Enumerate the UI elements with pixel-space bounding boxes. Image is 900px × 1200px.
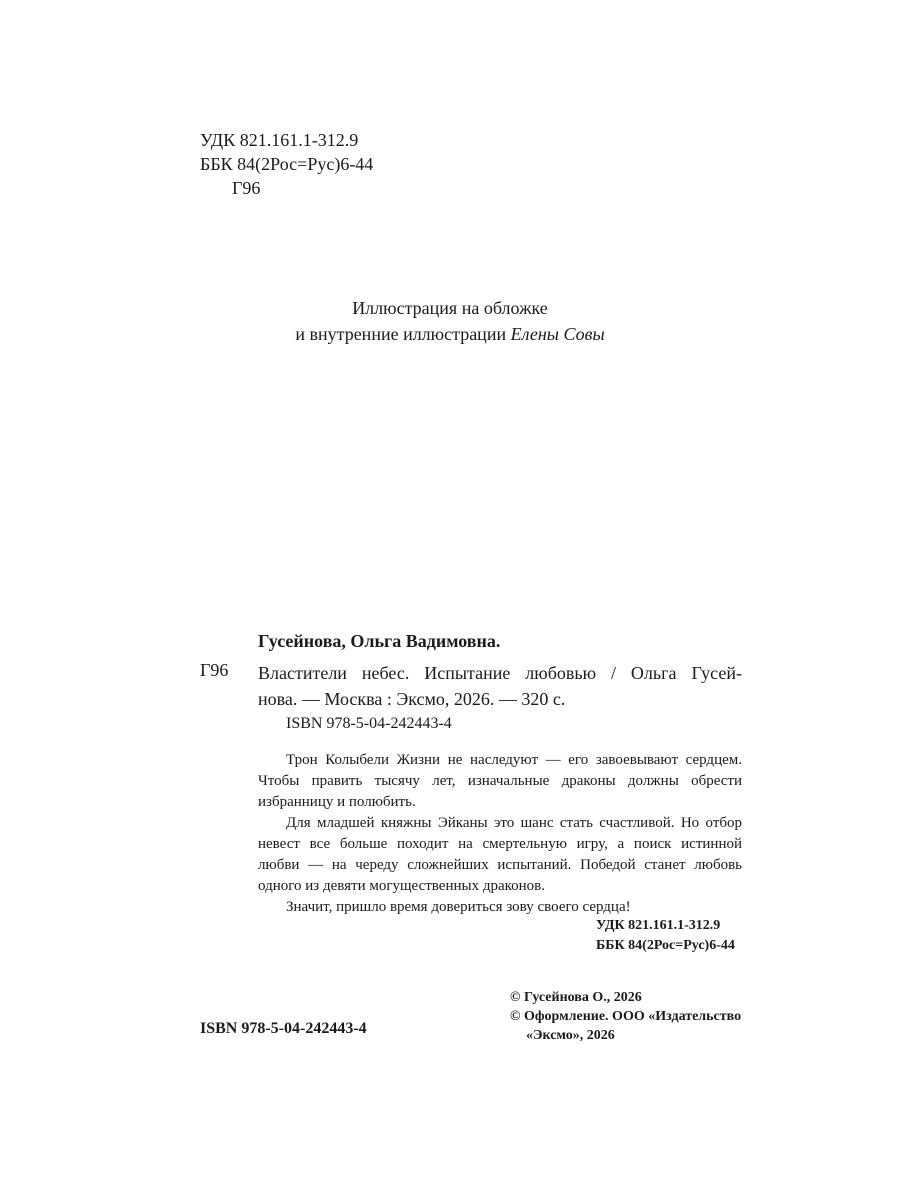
annotation-line: любви — на череду сложнейших испытаний. Победой станет любовь [258,857,742,873]
record-side-code: Г96 [200,660,229,680]
copyright-design-cont: «Эксмо», 2026 [526,1028,615,1043]
annotation-line: Чтобы править тысячу лет, изначальные драконы должны обрести [258,773,742,789]
bbk-code: ББК 84(2Рос=Рус)6-44 [200,154,374,174]
illustration-credit [0,295,900,347]
copyright-author: © Гусейнова О., 2026 [510,990,642,1005]
copyright-block [510,988,741,1045]
copyright-design: © Оформление. ООО «Издательство [510,1009,742,1024]
annotation-line: Трон Колыбели Жизни не наследуют — его завоевывают сердцем. [286,752,742,768]
annotation-line: избранницу и полюбить. [258,794,416,810]
annotation-line: невест все больше походит на смертельную игру, а поиск истинной [258,836,742,852]
bibliographic-record [258,660,742,712]
illustration-prefix: и внутренние иллюстрации [295,324,511,344]
illustration-line-2 [0,321,900,347]
classification-footer [596,916,735,956]
footer-bbk-code: ББК 84(2Рос=Рус)6-44 [596,938,735,953]
classification-header [200,128,373,200]
annotation-line: Для младшей княжны Эйканы это шанс стать счастливой. Но отбор [286,815,742,831]
annotation-line: одного из девяти могущественных драконов. [258,878,546,894]
footer-isbn: ISBN 978-5-04-242443-4 [200,1020,367,1037]
record-author: Гусейнова, Ольга Вадимовна. [258,631,501,651]
annotation-line: Значит, пришло время довериться зову своего сердца! [286,899,631,915]
footer-udk-code: УДК 821.161.1-312.9 [596,918,721,933]
illustrator-name: Елены Совы [510,324,605,344]
record-title-line-2: нова. — Москва : Эксмо, 2026. — 320 с. [258,689,566,709]
udk-code: УДК 821.161.1-312.9 [200,130,359,150]
record-title-line-1: Властители небес. Испытание любовью / Ольга Гусей- [258,663,742,683]
annotation [258,750,742,918]
record-isbn: ISBN 978-5-04-242443-4 [286,715,452,732]
illustration-line-1: Иллюстрация на обложке [352,298,548,318]
author-mark: Г96 [232,178,261,198]
